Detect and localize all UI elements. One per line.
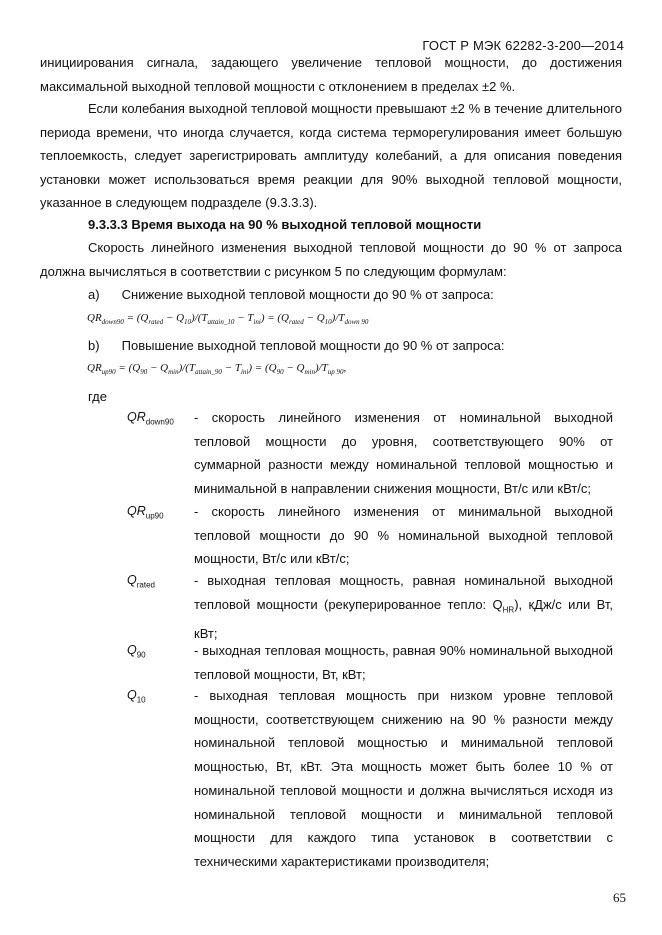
where-label: где	[88, 389, 107, 404]
list-item-a	[40, 283, 622, 307]
term-qr-up90: $QR_{up90}$	[127, 504, 164, 521]
term-qr-down90: $QR_{down90}$	[127, 410, 174, 427]
section-heading: 9.3.3.3 Время выхода на 90 % выходной тепловой мощности	[88, 217, 482, 232]
definition-q-90: - выходная тепловая мощность, равная 90% номинальной выходной тепловой мощности, Вт, кВт;	[194, 643, 613, 682]
definition-q-10: - выходная тепловая мощность при низком уровне тепловой мощности, соответствующем снижению на 90 % разности между номинальной тепловой мощностью и минимальной тепловой мощностью, Вт, кВт. Эта мощность может быть более 10 % от номинальной тепловой мощности и должна вычисляться исходя из номинальной тепловой мощности и минимальной тепловой мощности для каждого типа установок в соответствии с техническими характеристиками производителя;	[194, 688, 613, 869]
term-q-rated: $Q_{rated}$	[127, 573, 155, 590]
definition-q-rated: - выходная тепловая мощность, равная номинальной выходной тепловой мощности (рекуперированное тепло: $Q_{HR}$), кДж/с или Вт, кВт;	[194, 573, 613, 641]
list-item-a-label: a)	[88, 287, 100, 302]
definition-qr-down90: - скорость линейного изменения от номинальной выходной тепловой мощности до уровня, соответствующего 90% от суммарной разности между номинальной тепловой мощностью и минимальной в направлении снижения мощности, Вт/с или кВт/с;	[194, 410, 613, 497]
formula-down90: $QR_{down90} = (Q_{rated} - Q_{10})/(T_{attain\_10} - T_{ini}) = (Q_{rated} - Q_{10})/T_{down 90}$	[87, 312, 369, 327]
list-item-b-text: Повышение выходной тепловой мощности до 90 % от запроса:	[121, 338, 505, 353]
list-item-b	[40, 334, 622, 358]
term-q-10: $Q_{10}$	[127, 688, 146, 705]
term-q-90: $Q_{90}$	[127, 643, 146, 660]
page-number: 65	[613, 890, 626, 905]
definition-qr-up90: - скорость линейного изменения от минимальной выходной тепловой мощности до 90 % номинальной выходной тепловой мощности, Вт/с или кВт/с;	[194, 504, 613, 567]
paragraph-ramp-rate: Скорость линейного изменения выходной тепловой мощности до 90 % от запроса должна вычисляться в соответствии с рисунком 5 по следующим формулам:	[40, 240, 622, 279]
paragraph-oscillation: Если колебания выходной тепловой мощности превышают ±2 % в течение длительного периода времени, что иногда случается, когда система терморегулирования имеет большую теплоемкость, следует зарегистрировать амплитуду колебаний, а для описания поведения установки может использоваться время реакции для 90% выходной тепловой мощности, указанное в следующем подразделе (9.3.3.3).	[40, 101, 622, 210]
document-header: ГОСТ Р МЭК 62282-3-200—2014	[422, 38, 624, 53]
formula-up90: $QR_{up90} = (Q_{90} - Q_{min})/(T_{attain\_90} - T_{ini}) = (Q_{90} - Q_{min})/T_{up 90}$,	[87, 362, 347, 377]
list-item-a-text: Снижение выходной тепловой мощности до 90 % от запроса:	[121, 287, 494, 302]
list-item-b-label: b)	[88, 338, 100, 353]
paragraph-continuation: инициирования сигнала, задающего увеличение тепловой мощности, до достижения максимальной выходной тепловой мощности с отклонением в пределах ±2 %.	[40, 55, 622, 94]
